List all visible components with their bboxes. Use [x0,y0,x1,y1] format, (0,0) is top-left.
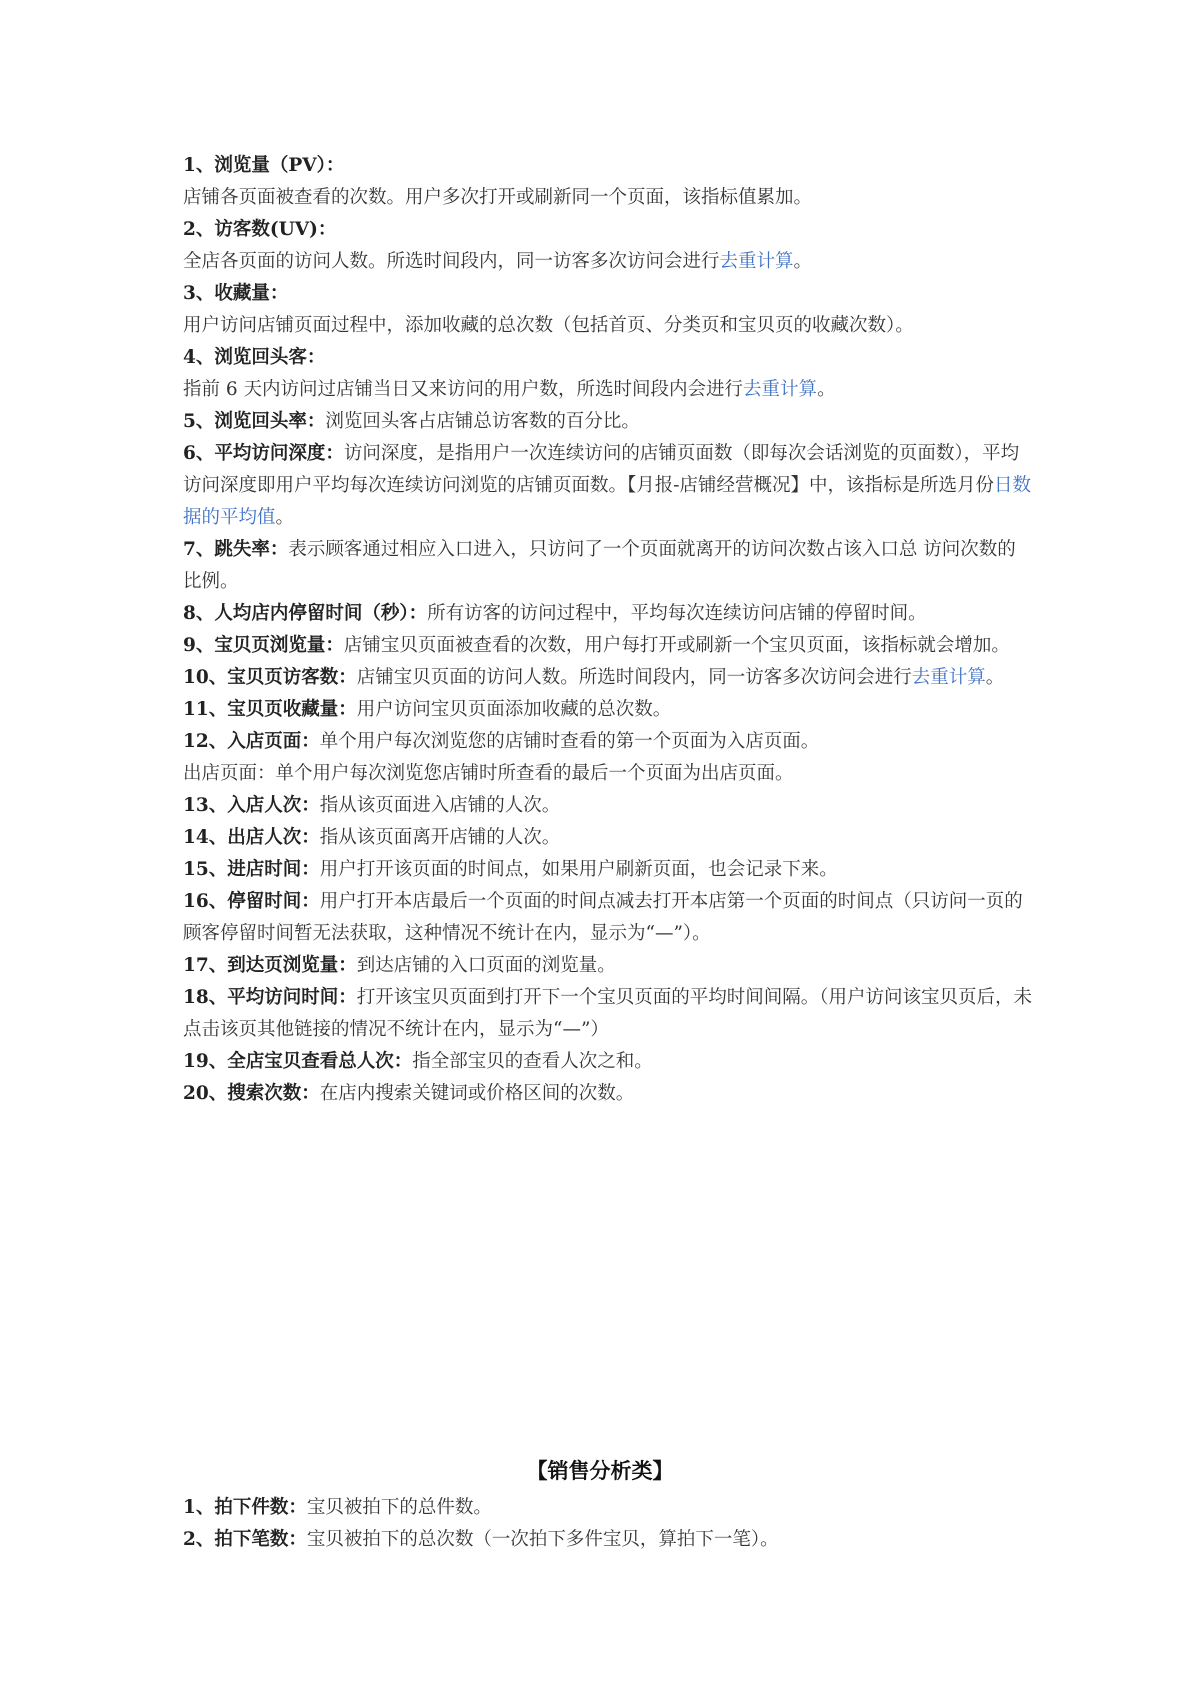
metric-item-uv: 10、宝贝页访客数：店铺宝贝页面的访问人数。所选时间段内，同一访客多次访问会进行去重计算。 [183,667,1005,688]
metric-entry-time: 15、进店时间：用户打开该页面的时间点，如果用户刷新页面，也会记录下来。 [183,859,838,880]
metric-return-rate: 5、浏览回头率：浏览回头客占店铺总访客数的百分比。 [183,411,640,432]
metric-item-favorites: 11、宝贝页收藏量：用户访问宝贝页面添加收藏的总次数。 [183,699,672,720]
metric-pv-desc: 店铺各页面被查看的次数。用户多次打开或刷新同一个页面，该指标值累加。 [183,187,813,208]
metric-favorites-heading: 3、收藏量： [183,283,289,304]
metric-stay-time: 16、停留时间：用户打开本店最后一个页面的时间点减去打开本店第一个页面的时间点（只访问一页的顾客停留时间暂无法获取，这种情况不统计在内，显示为“—”）。 [183,891,1023,944]
metric-exit-visits: 14、出店人次：指从该页面离开店铺的人次。 [183,827,561,848]
metric-avg-depth: 6、平均访问深度：访问深度，是指用户一次连续访问的店铺页面数（即每次会话浏览的页面数），平均访问深度即用户平均每次连续访问浏览的店铺页面数。【月报-店铺经营概况】中，该指标是所选月份日数据的平均值。 [183,443,1032,528]
metric-orders-placed: 2、拍下笔数：宝贝被拍下的总次数（一次拍下多件宝贝，算拍下一笔）。 [183,1529,779,1550]
metric-items-ordered: 1、拍下件数：宝贝被拍下的总件数。 [183,1497,492,1518]
metric-avg-visit-time: 18、平均访问时间：打开该宝贝页面到打开下一个宝贝页面的平均时间间隔。（用户访问该宝贝页后，未点击该页其他链接的情况不统计在内，显示为“—”） [183,987,1033,1040]
metric-returning-heading: 4、浏览回头客： [183,347,326,368]
dedup-link[interactable]: 去重计算 [743,379,818,400]
daily-avg-link[interactable]: 日数据的平均值 [183,475,1032,528]
section-title: 【销售分析类】 [526,1458,674,1483]
metric-uv-desc: 全店各页面的访问人数。所选时间段内，同一访客多次访问会进行去重计算。 [183,251,813,272]
metric-uv-heading: 2、访客数(UV)： [183,219,337,240]
metric-returning-desc: 指前 6 天内访问过店铺当日又来访问的用户数，所选时间段内会进行去重计算。 [183,379,836,400]
metric-avg-stay: 8、人均店内停留时间（秒）：所有访客的访问过程中，平均每次连续访问店铺的停留时间。 [183,603,927,624]
dedup-link[interactable]: 去重计算 [911,667,986,688]
metric-pv-heading: 1、浏览量（PV）： [183,155,345,176]
metric-favorites-desc: 用户访问店铺页面过程中，添加收藏的总次数（包括首页、分类页和宝贝页的收藏次数）。 [183,315,914,336]
metric-entry-page: 12、入店页面：单个用户每次浏览您的店铺时查看的第一个页面为入店页面。 [183,731,820,752]
metric-exit-page: 出店页面：单个用户每次浏览您店铺时所查看的最后一个页面为出店页面。 [183,763,794,784]
metric-item-pv: 9、宝贝页浏览量：店铺宝贝页面被查看的次数，用户每打开或刷新一个宝贝页面，该指标就会增加。 [183,635,1010,656]
metric-search-count: 20、搜索次数：在店内搜索关键词或价格区间的次数。 [183,1083,635,1104]
sales-metrics-list [183,1492,1033,1556]
dedup-link[interactable]: 去重计算 [719,251,794,272]
metric-entry-visits: 13、入店人次：指从该页面进入店铺的人次。 [183,795,561,816]
metric-bounce-rate: 7、跳失率：表示顾客通过相应入口进入，只访问了一个页面就离开的访问次数占该入口总 访问次数的比例。 [183,539,1016,592]
metric-total-item-views: 19、全店宝贝查看总人次：指全部宝贝的查看人次之和。 [183,1051,653,1072]
metric-landing-pv: 17、到达页浏览量：到达店铺的入口页面的浏览量。 [183,955,616,976]
traffic-metrics-list [183,150,1033,1110]
